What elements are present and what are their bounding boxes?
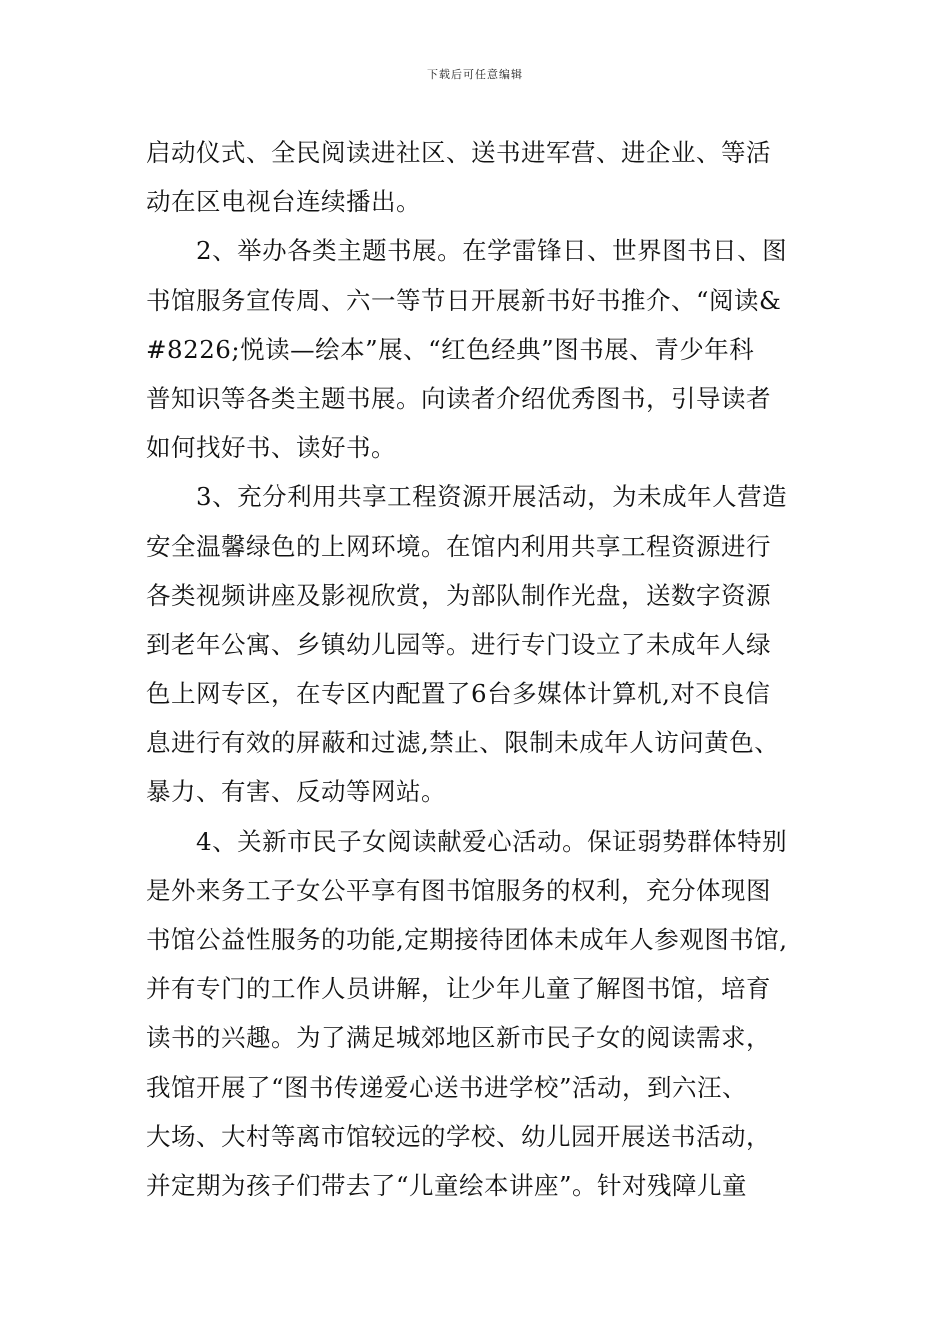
text-line: 大场、大村等离市馆较远的学校、幼儿园开展送书活动， xyxy=(146,1121,771,1151)
text-line: 如何找好书、读好书。 xyxy=(146,433,396,463)
text-line: 到老年公寓、乡镇幼儿园等。进行专门设立了未成年人绿 xyxy=(146,629,771,659)
text-line: 色上网专区，在专区内配置了6台多媒体计算机,对不良信 xyxy=(146,679,771,709)
text-line: 启动仪式、全民阅读进社区、送书进军营、进企业、等活 xyxy=(146,138,771,167)
text-line: 安全温馨绿色的上网环境。在馆内利用共享工程资源进行 xyxy=(146,531,771,561)
text-line: #8226;悦读—绘本”展、“红色经典”图书展、青少年科 xyxy=(146,334,755,364)
text-line: 动在区电视台连续播出。 xyxy=(146,187,421,217)
text-line: 我馆开展了“图书传递爱心送书进学校”活动，到六汪、 xyxy=(146,1072,748,1102)
text-line: 是外来务工子女公平享有图书馆服务的权利，充分体现图 xyxy=(146,875,771,905)
text-line: 息进行有效的屏蔽和过滤,禁止、限制未成年人访问黄色、 xyxy=(146,728,780,758)
page-header: 下载后可任意编辑 xyxy=(427,68,523,81)
text-line: 各类视频讲座及影视欣赏，为部队制作光盘，送数字资源 xyxy=(146,580,771,610)
text-line: 并定期为孩子们带去了“儿童绘本讲座”。针对残障儿童 xyxy=(146,1170,748,1200)
text-line: 读书的兴趣。为了满足城郊地区新市民子女的阅读需求， xyxy=(146,1023,771,1053)
text-line: 2、举办各类主题书展。在学雷锋日、世界图书日、图 xyxy=(146,236,788,266)
text-line: 书馆服务宣传周、六一等节日开展新书好书推介、“阅读& xyxy=(146,285,782,315)
text-line: 并有专门的工作人员讲解，让少年儿童了解图书馆，培育 xyxy=(146,974,771,1004)
text-line: 3、充分利用共享工程资源开展活动，为未成年人营造 xyxy=(146,482,788,512)
text-line: 4、关新市民子女阅读献爱心活动。保证弱势群体特别 xyxy=(146,826,788,856)
text-line: 书馆公益性服务的功能,定期接待团体未成年人参观图书馆, xyxy=(146,925,788,954)
text-line: 暴力、有害、反动等网站。 xyxy=(146,777,446,807)
text-line: 普知识等各类主题书展。向读者介绍优秀图书，引导读者 xyxy=(146,383,771,413)
document-body xyxy=(146,128,811,1210)
